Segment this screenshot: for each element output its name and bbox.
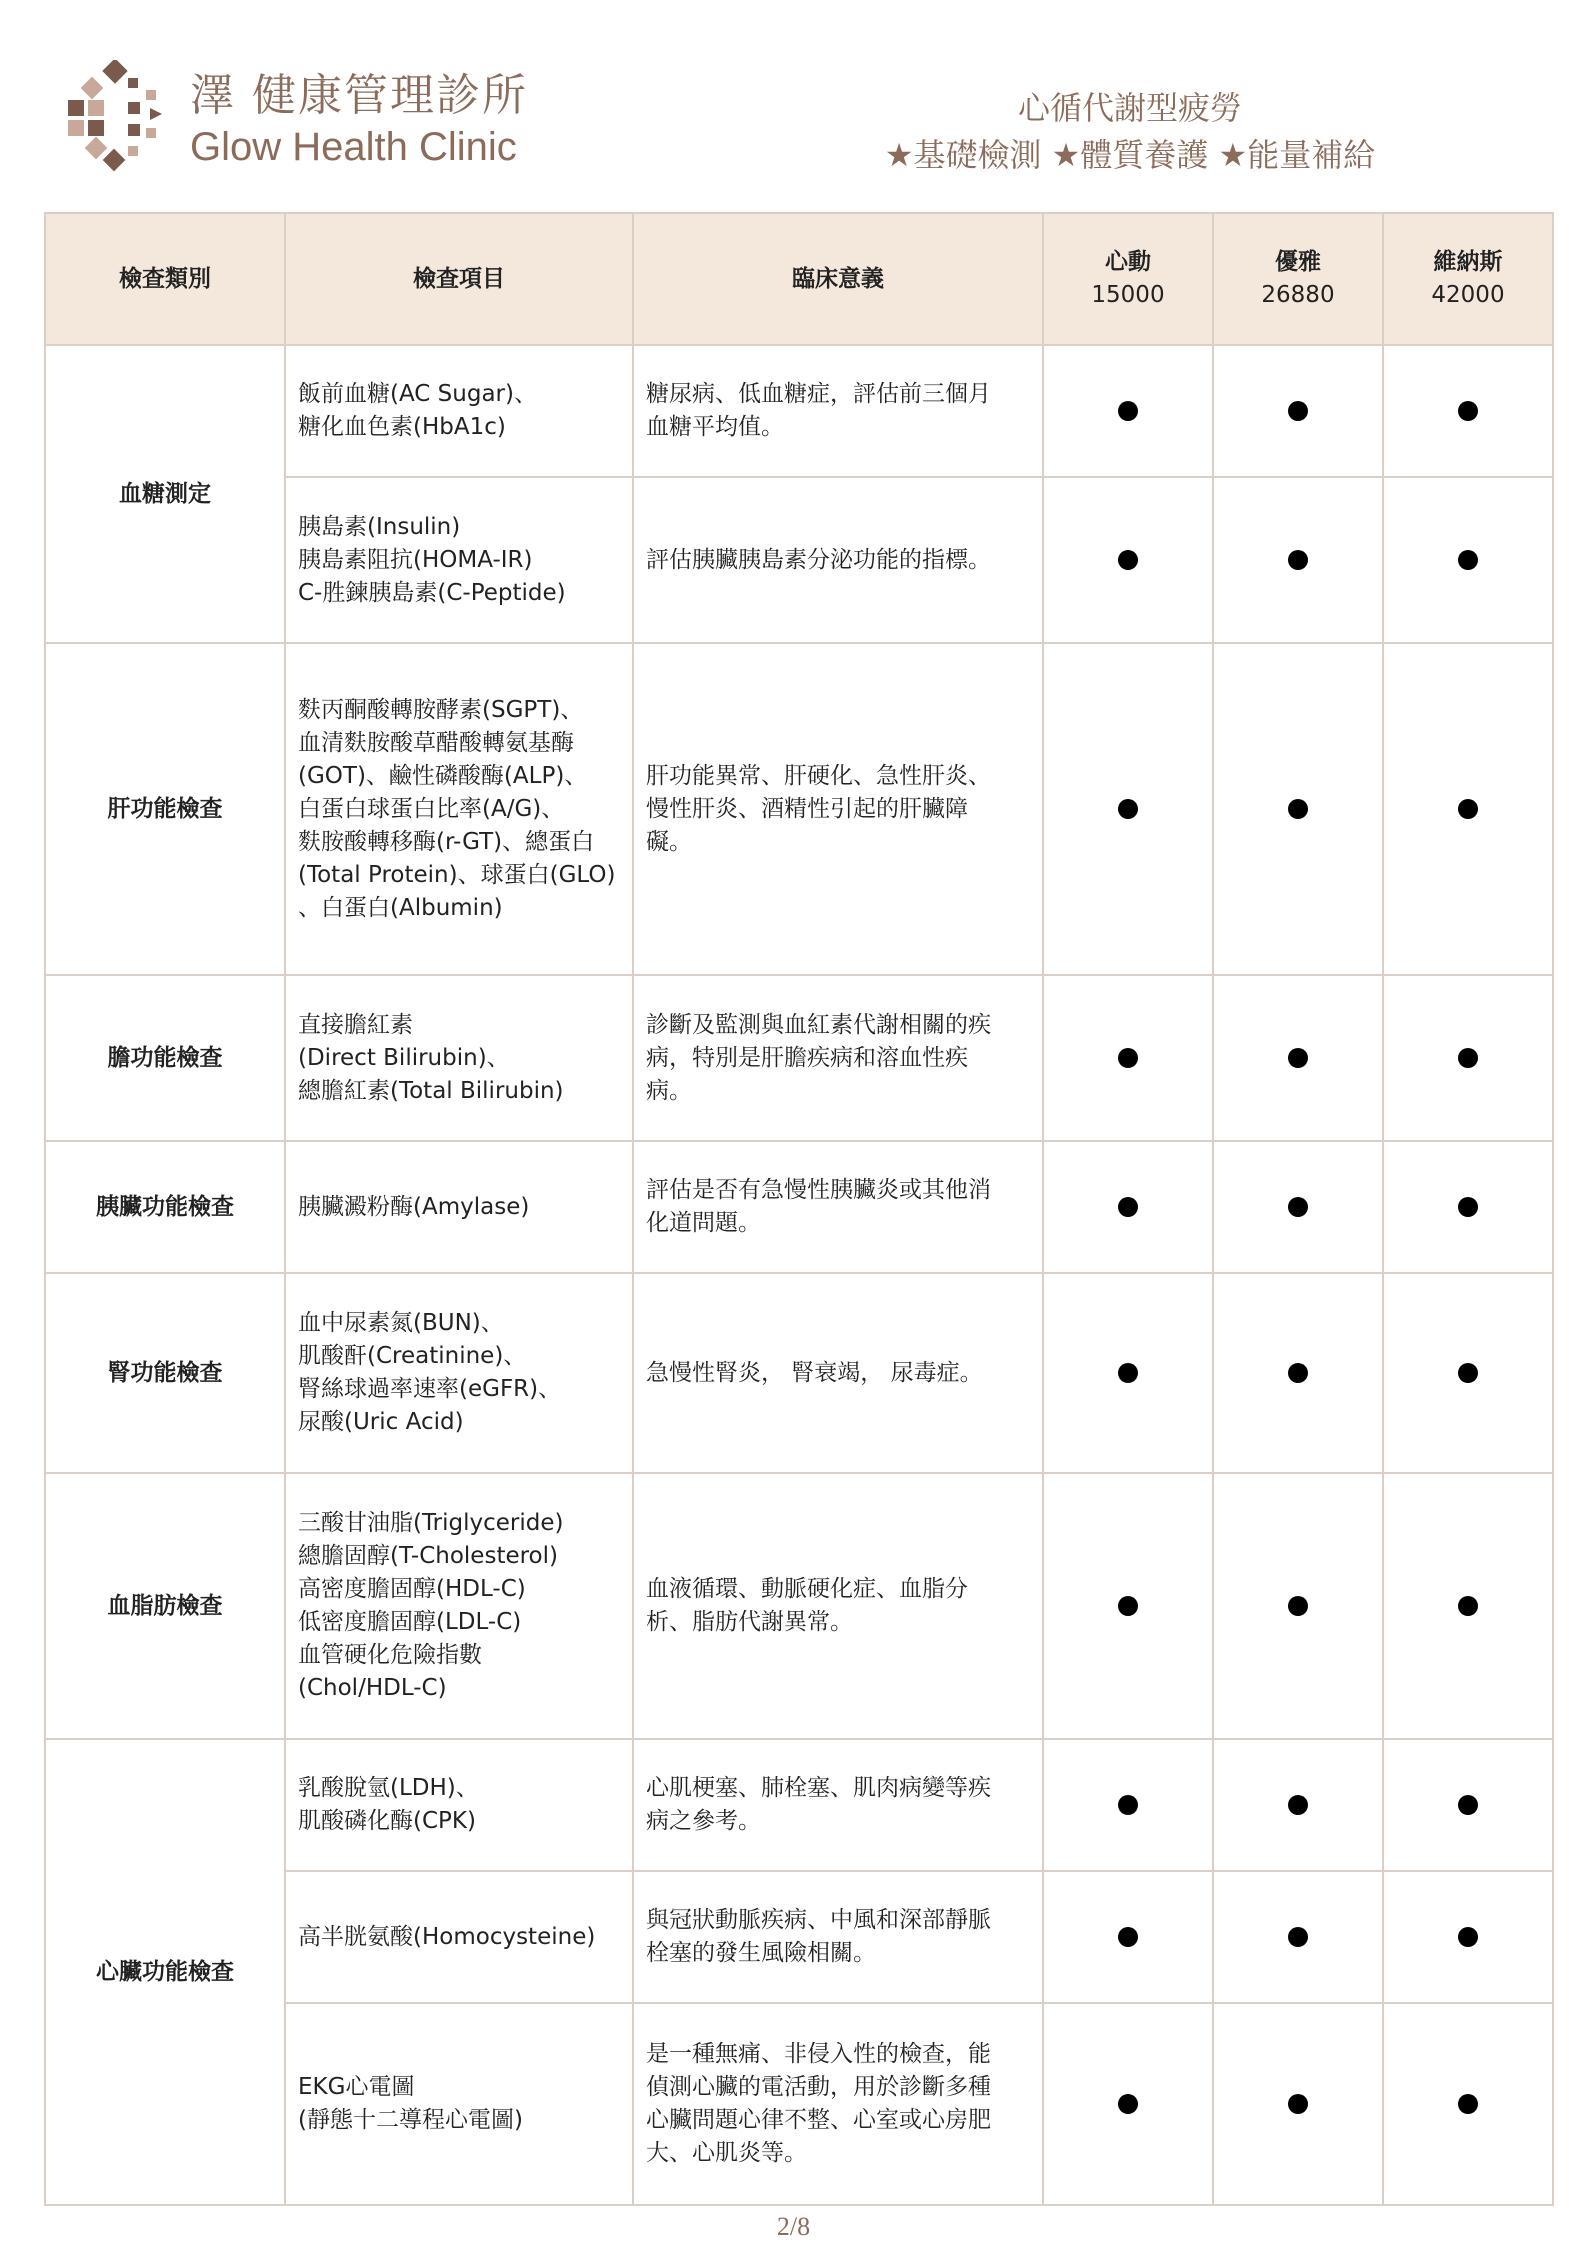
package-2-included-cell [1213,2003,1383,2205]
header-meaning: 臨床意義 [633,213,1043,345]
clinical-meaning-cell: 心肌梗塞、肺栓塞、肌肉病變等疾 病之參考。 [633,1739,1043,1871]
package-3-included-cell [1383,345,1553,477]
package-3-included-cell [1383,1739,1553,1871]
included-dot-icon [1458,1795,1478,1815]
included-dot-icon [1288,1596,1308,1616]
clinical-meaning-cell: 肝功能異常、肝硬化、急性肝炎、 慢性肝炎、酒精性引起的肝臟障 礙。 [633,643,1043,975]
category-cell: 心臟功能檢查 [45,1739,285,2205]
included-dot-icon [1458,1927,1478,1947]
exam-item-cell: 直接膽紅素 (Direct Bilirubin)、 總膽紅素(Total Bilirubin) [285,975,633,1141]
included-dot-icon [1458,401,1478,421]
package-1-included-cell [1043,1739,1213,1871]
included-dot-icon [1458,1048,1478,1068]
included-dot-icon [1288,1795,1308,1815]
package-1-included-cell [1043,1141,1213,1273]
exam-item-cell: 高半胱氨酸(Homocysteine) [285,1871,633,2003]
table-row [45,1473,1553,1739]
brand-name-zh: 澤 健康管理診所 [190,70,528,121]
package-2-included-cell [1213,975,1383,1141]
package-1-included-cell [1043,2003,1213,2205]
package-2-included-cell [1213,643,1383,975]
included-dot-icon [1118,550,1138,570]
package-1-included-cell [1043,975,1213,1141]
package-1-included-cell [1043,1273,1213,1473]
included-dot-icon [1118,799,1138,819]
category-cell: 膽功能檢查 [45,975,285,1141]
exam-item-cell: 飯前血糖(AC Sugar)、 糖化血色素(HbA1c) [285,345,633,477]
included-dot-icon [1118,1048,1138,1068]
included-dot-icon [1288,2094,1308,2114]
exam-table [44,212,1554,2206]
clinical-meaning-cell: 血液循環、動脈硬化症、血脂分 析、脂肪代謝異常。 [633,1473,1043,1739]
clinical-meaning-cell: 急慢性腎炎， 腎衰竭， 尿毒症。 [633,1273,1043,1473]
table-row [45,1141,1553,1273]
package-3-included-cell [1383,2003,1553,2205]
exam-item-cell: 胰島素(Insulin) 胰島素阻抗(HOMA-IR) C-胜鍊胰島素(C-Peptide) [285,477,633,643]
included-dot-icon [1458,550,1478,570]
included-dot-icon [1118,1596,1138,1616]
table-row [45,1739,1553,1871]
header-category: 檢查類別 [45,213,285,345]
clinical-meaning-cell: 與冠狀動脈疾病、中風和深部靜脈 栓塞的發生風險相關。 [633,1871,1043,2003]
table-row [45,345,1553,477]
exam-item-cell: 三酸甘油脂(Triglyceride) 總膽固醇(T-Cholesterol) 高密度膽固醇(HDL-C) 低密度膽固醇(LDL-C) 血管硬化危險指數 (Chol/HDL-C) [285,1473,633,1739]
included-dot-icon [1118,1927,1138,1947]
package-price: 15000 [1091,282,1165,308]
document-title [840,86,1420,180]
included-dot-icon [1288,799,1308,819]
included-dot-icon [1458,799,1478,819]
package-1-included-cell [1043,1871,1213,2003]
package-2-included-cell [1213,1871,1383,2003]
header-package-2 [1213,213,1383,345]
package-3-included-cell [1383,477,1553,643]
included-dot-icon [1288,1197,1308,1217]
exam-item-cell: 胰臟澱粉酶(Amylase) [285,1141,633,1273]
package-price: 26880 [1261,282,1335,308]
included-dot-icon [1288,1048,1308,1068]
package-1-included-cell [1043,643,1213,975]
clinical-meaning-cell: 診斷及監測與血紅素代謝相關的疾 病，特別是肝膽疾病和溶血性疾 病。 [633,975,1043,1141]
package-3-included-cell [1383,643,1553,975]
clinic-logo-icon [66,60,176,172]
brand-name-en: Glow Health Clinic [190,125,517,169]
included-dot-icon [1458,1596,1478,1616]
clinical-meaning-cell: 評估胰臟胰島素分泌功能的指標。 [633,477,1043,643]
package-2-included-cell [1213,1739,1383,1871]
package-1-included-cell [1043,477,1213,643]
category-cell: 血糖測定 [45,345,285,643]
package-2-included-cell [1213,1473,1383,1739]
included-dot-icon [1118,401,1138,421]
exam-table-body [45,345,1553,2205]
exam-item-cell: 血中尿素氮(BUN)、 肌酸酐(Creatinine)、 腎絲球過率速率(eGFR)、 尿酸(Uric Acid) [285,1273,633,1473]
package-3-included-cell [1383,1871,1553,2003]
exam-item-cell: EKG心電圖 (靜態十二導程心電圖) [285,2003,633,2205]
package-3-included-cell [1383,1273,1553,1473]
package-2-included-cell [1213,345,1383,477]
package-2-included-cell [1213,1273,1383,1473]
page-number: 2/8 [776,2212,811,2241]
included-dot-icon [1118,1363,1138,1383]
package-name: 維納斯 [1433,249,1503,275]
included-dot-icon [1118,1197,1138,1217]
category-cell: 胰臟功能檢查 [45,1141,285,1273]
included-dot-icon [1288,1363,1308,1383]
brand-block [190,68,528,174]
page-header [0,0,1587,210]
table-header-row [45,213,1553,345]
package-2-included-cell [1213,477,1383,643]
category-cell: 肝功能檢查 [45,643,285,975]
category-cell: 腎功能檢查 [45,1273,285,1473]
included-dot-icon [1288,401,1308,421]
package-name: 心動 [1105,249,1151,275]
included-dot-icon [1288,1927,1308,1947]
package-price: 42000 [1431,282,1505,308]
clinical-meaning-cell: 是一種無痛、非侵入性的檢查，能 偵測心臟的電活動，用於診斷多種 心臟問題心律不整、心室或心房肥 大、心肌炎等。 [633,2003,1043,2205]
included-dot-icon [1118,2094,1138,2114]
included-dot-icon [1458,1197,1478,1217]
package-3-included-cell [1383,1473,1553,1739]
included-dot-icon [1458,2094,1478,2114]
header-item: 檢查項目 [285,213,633,345]
header-package-3 [1383,213,1553,345]
title-line-2: ★基礎檢測 ★體質養護 ★能量補給 [884,136,1376,174]
package-1-included-cell [1043,1473,1213,1739]
exam-item-cell: 乳酸脫氫(LDH)、 肌酸磷化酶(CPK) [285,1739,633,1871]
category-cell: 血脂肪檢查 [45,1473,285,1739]
included-dot-icon [1118,1795,1138,1815]
title-line-1: 心循代謝型疲勞 [1017,89,1242,127]
included-dot-icon [1288,550,1308,570]
package-1-included-cell [1043,345,1213,477]
package-3-included-cell [1383,975,1553,1141]
clinical-meaning-cell: 糖尿病、低血糖症，評估前三個月 血糖平均值。 [633,345,1043,477]
exam-item-cell: 麩丙酮酸轉胺酵素(SGPT)、 血清麩胺酸草醋酸轉氨基酶 (GOT)、鹼性磷酸酶(ALP)、 白蛋白球蛋白比率(A/G)、 麩胺酸轉移酶(r-GT)、總蛋白 (Total Protein)、球蛋白(GLO) 、白蛋白(Albumin) [285,643,633,975]
clinical-meaning-cell: 評估是否有急慢性胰臟炎或其他消 化道問題。 [633,1141,1043,1273]
table-row [45,975,1553,1141]
package-3-included-cell [1383,1141,1553,1273]
table-row [45,1273,1553,1473]
included-dot-icon [1458,1363,1478,1383]
header-package-1 [1043,213,1213,345]
package-name: 優雅 [1275,249,1321,275]
package-2-included-cell [1213,1141,1383,1273]
table-row [45,643,1553,975]
